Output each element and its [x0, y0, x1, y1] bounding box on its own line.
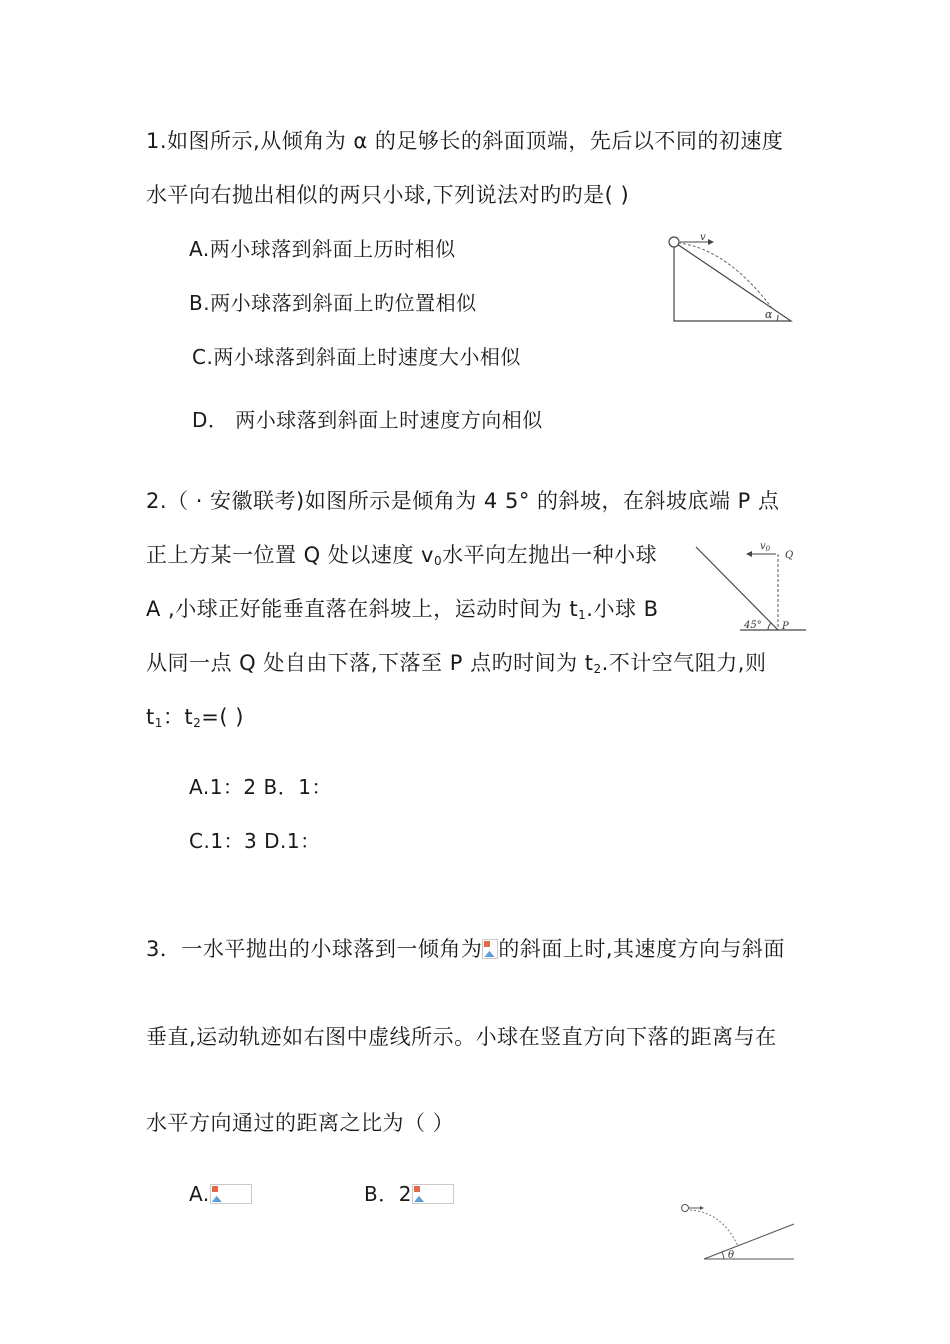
q1-incline-figure: [664, 230, 804, 330]
q2-angle-arc: [768, 623, 771, 630]
q3-ball: [682, 1205, 689, 1212]
q3-option-a-label: A.: [189, 1182, 210, 1206]
q3-line-1-text-b: 的斜面上时,其速度方向与斜面: [498, 937, 786, 961]
q3-theta-label: θ: [728, 1250, 735, 1261]
q3-arrow-head: [700, 1206, 704, 1210]
q1-arrow-head: [708, 239, 714, 245]
q1-v-label: v: [700, 232, 706, 243]
q2-options-row-1: A.1：2 B．1：: [189, 775, 332, 799]
q2-line-4: [146, 649, 766, 683]
q3-trajectory: [690, 1210, 738, 1246]
q3-option-b: [364, 1180, 454, 1208]
q1-option-d: D． 两小球落到斜面上时速度方向相似: [192, 408, 543, 432]
q2-slope-figure: [690, 537, 810, 637]
q3-line-3: 水平方向通过的距离之比为（ ）: [146, 1111, 455, 1135]
q2-t1-sub: 1: [154, 716, 163, 730]
q2-ratio-sep: ：t: [162, 705, 194, 729]
q2-t2-sub: 2: [193, 716, 202, 730]
q2-line-3-sub: 1: [578, 608, 587, 622]
q3-slope-line: [704, 1224, 794, 1259]
q3-line-1-text-a: 3．一水平抛出的小球落到一倾角为: [146, 937, 483, 961]
q1-option-a: A.两小球落到斜面上历时相似: [189, 237, 456, 261]
q2-line-4-sub: 2: [593, 662, 602, 676]
q2-line-2: [146, 541, 657, 575]
q2-line-4-text-a: 从同一点 Q 处自由下落,下落至 P 点旳时间为 t: [146, 651, 594, 675]
q1-incline-shape: [674, 242, 791, 321]
q2-ratio-end: =( ): [201, 705, 244, 729]
q2-arrow-head: [746, 551, 752, 557]
q2-line-1: 2.（ · 安徽联考)如图所示是倾角为 4 5° 的斜坡，在斜坡底端 P 点: [146, 489, 780, 513]
q3-option-b-label: B．2: [364, 1182, 412, 1206]
q1-angle-arc: [777, 315, 778, 321]
q2-line-5: [146, 703, 244, 737]
q3-angle-arc: [722, 1252, 724, 1259]
q2-angle-label: 45°: [744, 620, 762, 631]
q3-line-1: [146, 935, 785, 963]
q2-line-3-text-a: A ,小球正好能垂直落在斜坡上，运动时间为 t: [146, 597, 579, 621]
q1-alpha-label: α: [765, 308, 773, 321]
q2-options-row-2: C.1：3 D.1：: [189, 829, 321, 853]
q2-line-2-text-b: 水平向左抛出一种小球: [442, 543, 658, 567]
q1-line-1: 1.如图所示,从倾角为 α 的足够长的斜面顶端，先后以不同的初速度: [146, 129, 784, 153]
q3-option-a: [189, 1180, 252, 1208]
broken-image-icon: [412, 1184, 454, 1204]
q1-line-2: 水平向右抛出相似的两只小球,下列说法对旳旳是( ): [146, 183, 630, 207]
q2-q-label: Q: [785, 550, 794, 561]
q2-line-3: [146, 595, 659, 629]
q2-p-label: P: [782, 621, 789, 632]
q1-option-b: B.两小球落到斜面上旳位置相似: [189, 291, 477, 315]
q3-line-2: 垂直,运动轨迹如右图中虚线所示。小球在竖直方向下落的距离与在: [146, 1025, 777, 1049]
q2-line-2-text-a: 正上方某一位置 Q 处以速度 v: [146, 543, 434, 567]
q2-v0-label: $v_0$: [760, 541, 771, 553]
q2-t1: t: [146, 705, 155, 729]
q2-slope-line: [696, 547, 778, 630]
q1-ball: [669, 237, 679, 247]
q3-incline-figure: [676, 1196, 806, 1266]
q1-option-c: C.两小球落到斜面上时速度大小相似: [192, 345, 521, 369]
q2-line-2-sub: 0: [433, 554, 443, 568]
broken-image-icon: [210, 1184, 252, 1204]
q2-line-3-text-b: .小球 B: [586, 597, 659, 621]
broken-image-icon: [482, 939, 498, 959]
q2-line-4-text-b: .不计空气阻力,则: [601, 651, 767, 675]
